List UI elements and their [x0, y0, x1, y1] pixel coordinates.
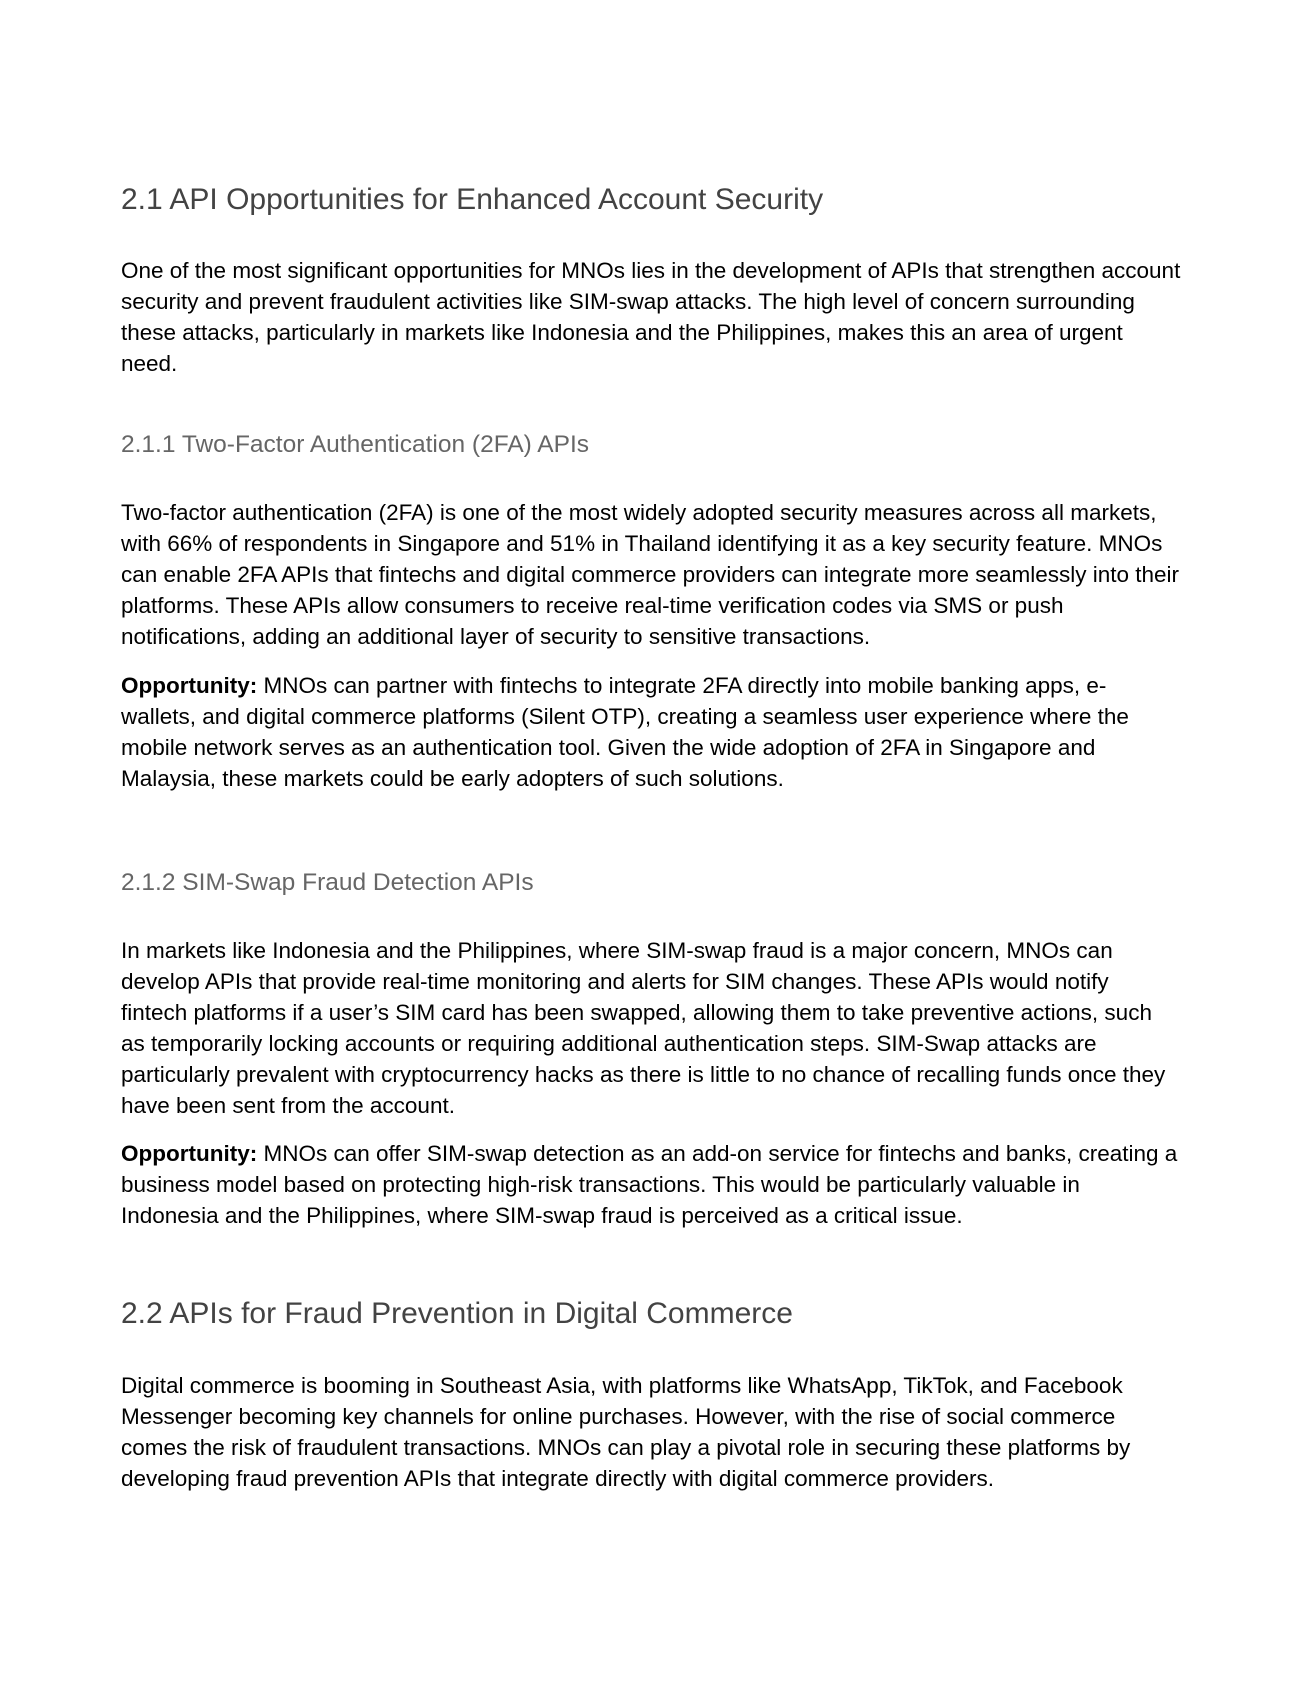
section-heading-2-1: 2.1 API Opportunities for Enhanced Account Security [121, 183, 824, 216]
section-2-1-1-paragraph: Two-factor authentication (2FA) is one of the most widely adopted security measures across all markets, with 66% of respondents in Singapore and 51% in Thailand identifying it as a key security feature. MNOs can enable 2FA APIs that fintechs and digital commerce providers can integrate more seamlessly into their platforms. These APIs allow consumers to receive real-time verification codes via SMS or push notifications, adding an additional layer of security to sensitive transactions. [121, 500, 1180, 649]
section-2-1-1-opportunity [121, 670, 1181, 794]
section-heading-2-2: 2.2 APIs for Fraud Prevention in Digital Commerce [121, 1297, 793, 1330]
opportunity-label: Opportunity: [121, 673, 258, 698]
section-2-1-paragraph: One of the most significant opportunities for MNOs lies in the development of APIs that strengthen account security and prevent fraudulent activities like SIM-swap attacks. The high level of concern surrounding these attacks, particularly in markets like Indonesia and the Philippines, makes this an area of urgent need. [121, 258, 1181, 376]
section-2-1-2-paragraph: In markets like Indonesia and the Philippines, where SIM-swap fraud is a major concern, MNOs can develop APIs that provide real-time monitoring and alerts for SIM changes. These APIs would notify fintech platforms if a user’s SIM card has been swapped, allowing them to take preventive actions, such as temporarily locking accounts or requiring additional authentication steps. SIM-Swap attacks are particularly prevalent with cryptocurrency hacks as there is little to no chance of recalling funds once they have been sent from the account. [121, 938, 1166, 1118]
opportunity-text: MNOs can offer SIM-swap detection as an add-on service for fintechs and banks, creating a business model based on protecting high-risk transactions. This would be particularly valuable in Indonesia and the Philippines, where SIM-swap fraud is perceived as a critical issue. [121, 1141, 1178, 1228]
opportunity-text: MNOs can partner with fintechs to integrate 2FA directly into mobile banking apps, e-wallets, and digital commerce platforms (Silent OTP), creating a seamless user experience where the mobile network serves as an authentication tool. Given the wide adoption of 2FA in Singapore and Malaysia, these markets could be early adopters of such solutions. [121, 673, 1129, 791]
section-2-2-paragraph: Digital commerce is booming in Southeast Asia, with platforms like WhatsApp, TikTok, and Facebook Messenger becoming key channels for online purchases. However, with the rise of social commerce comes the risk of fraudulent transactions. MNOs can play a pivotal role in securing these platforms by developing fraud prevention APIs that integrate directly with digital commerce providers. [121, 1373, 1131, 1491]
section-heading-2-1-2: 2.1.2 SIM-Swap Fraud Detection APIs [121, 869, 534, 896]
opportunity-label: Opportunity: [121, 1141, 258, 1166]
section-heading-2-1-1: 2.1.1 Two-Factor Authentication (2FA) APIs [121, 431, 590, 458]
section-2-1-2-opportunity [121, 1138, 1181, 1231]
